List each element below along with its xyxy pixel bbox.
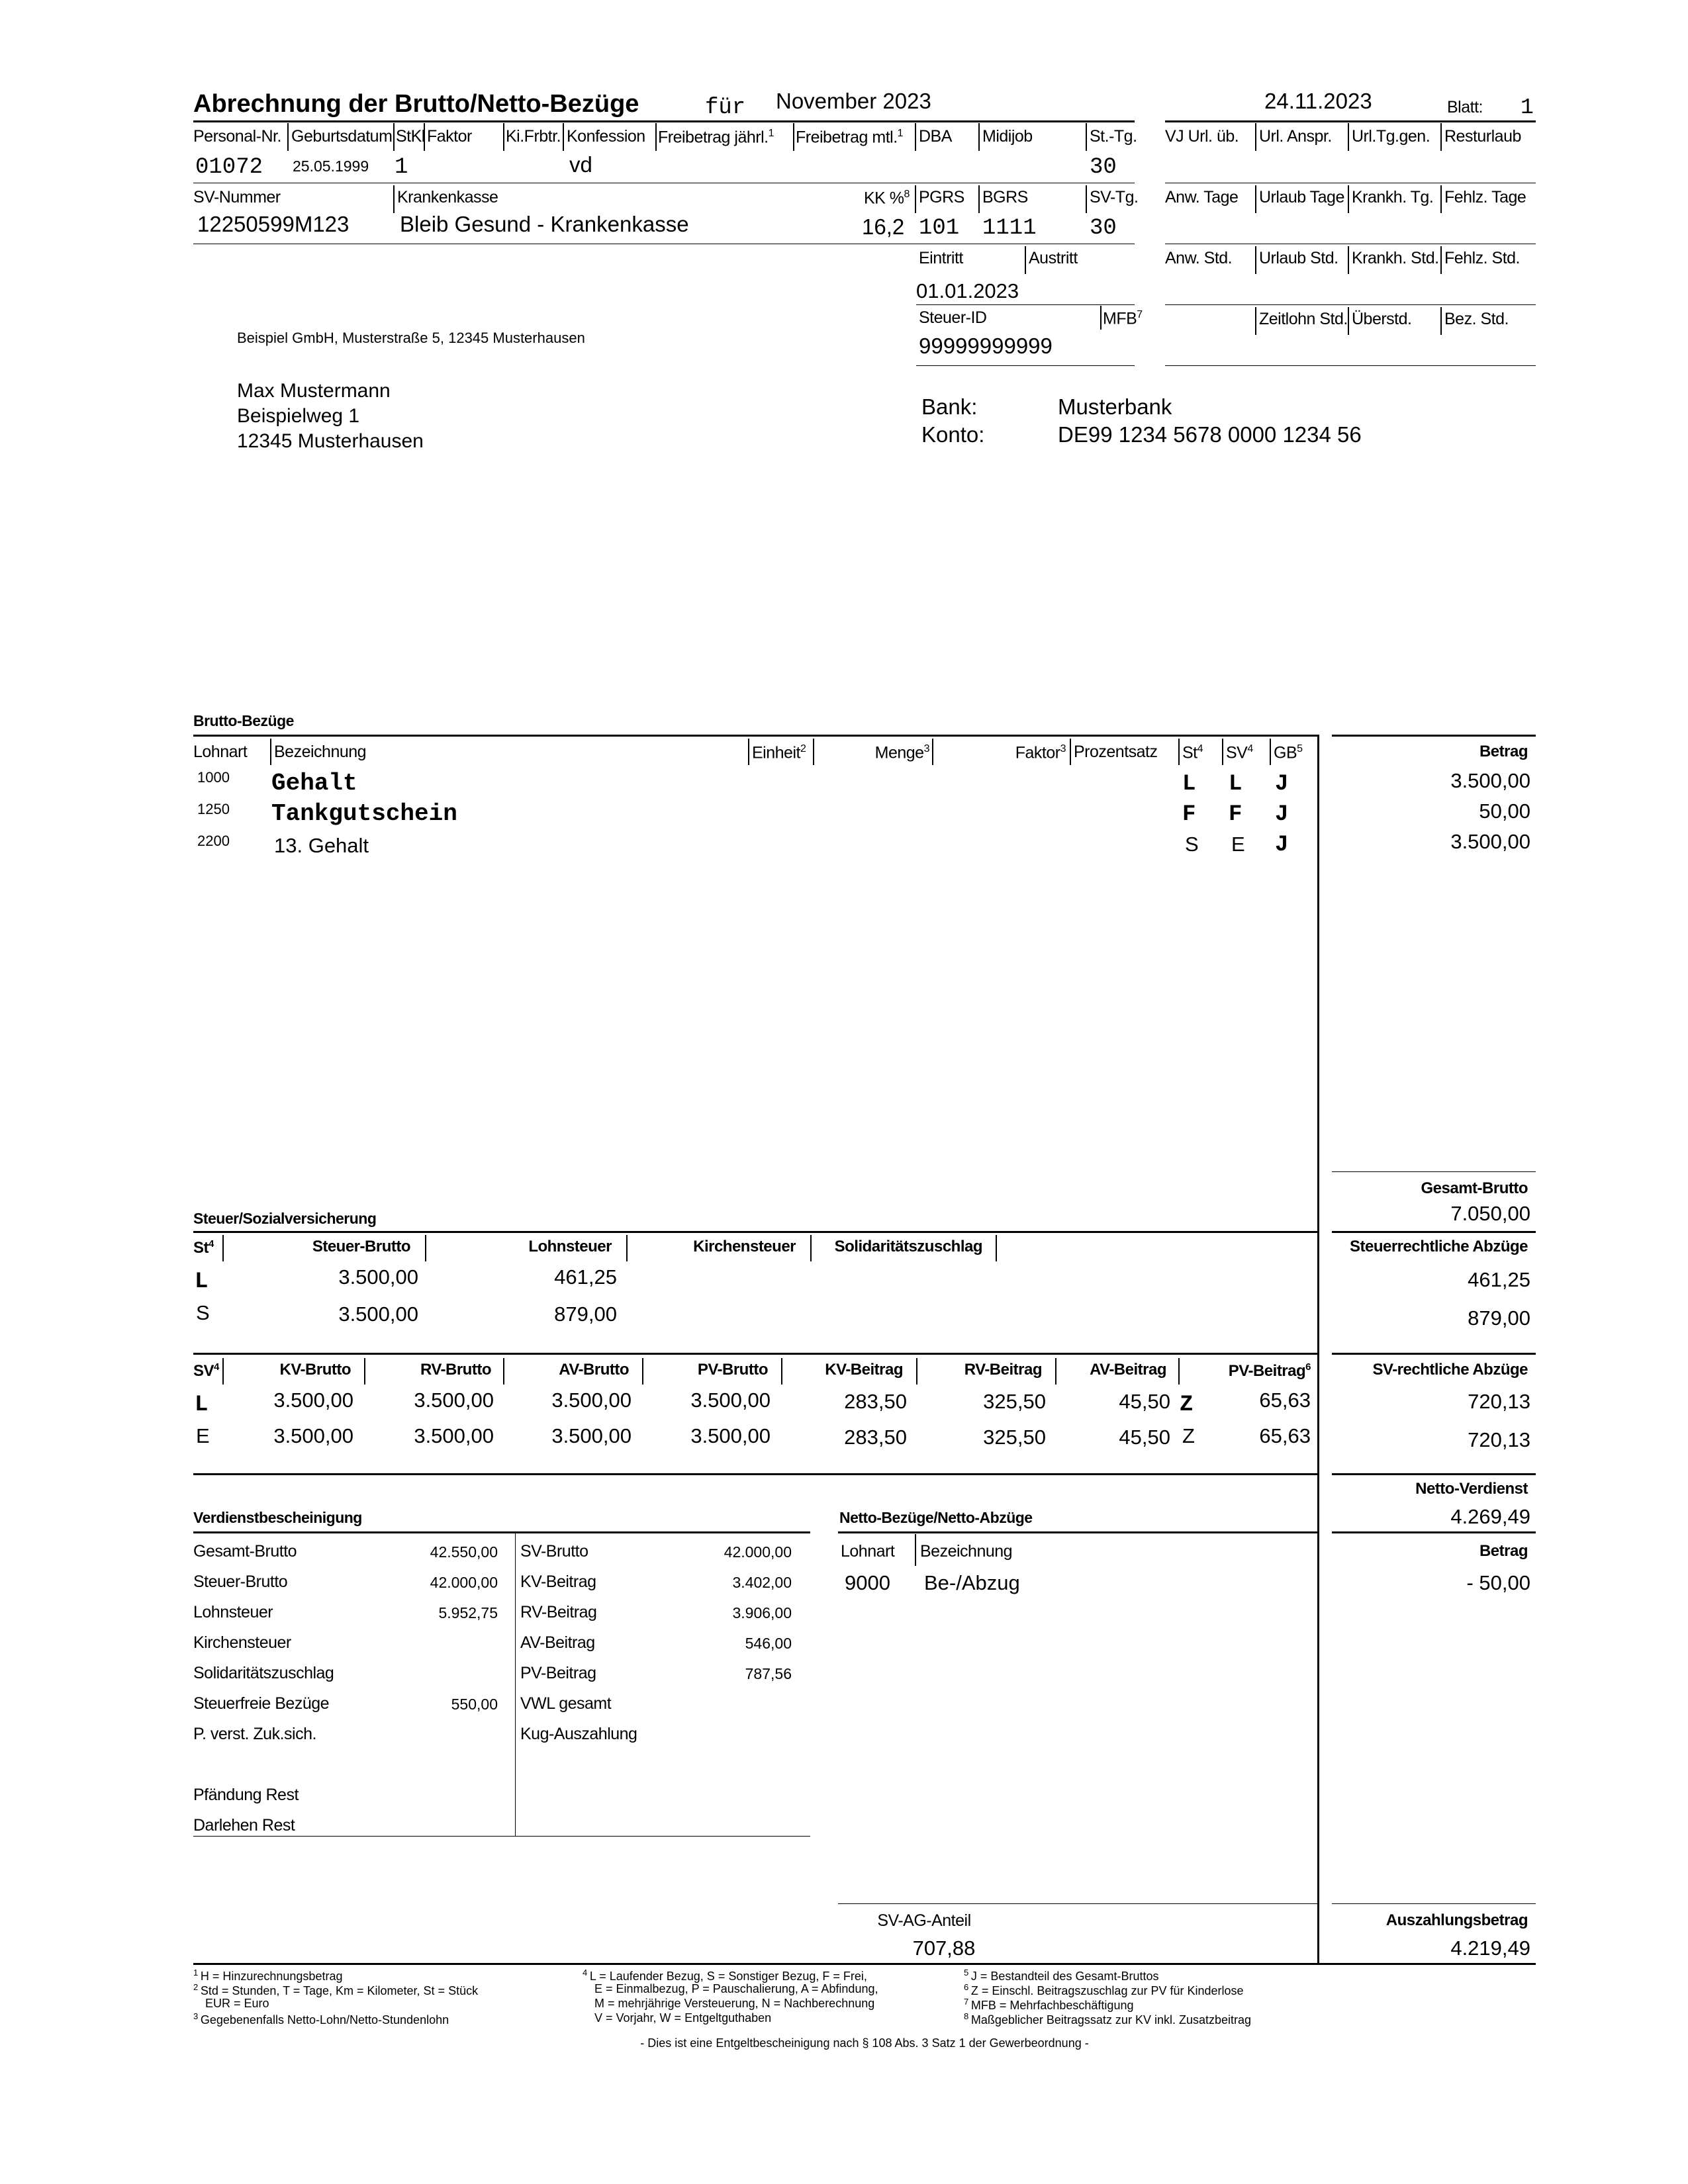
- sv-right-header: SV-rechtliche Abzüge: [1372, 1361, 1528, 1379]
- vb-value: 550,00: [451, 1696, 498, 1713]
- st-value: S: [1185, 833, 1199, 856]
- pv-brutto-value: 3.500,00: [690, 1424, 771, 1447]
- divider: [393, 185, 395, 213]
- header-prozentsatz: Prozentsatz: [1074, 743, 1158, 761]
- verdienst-bottom-rule: [193, 1836, 810, 1837]
- divider: [270, 739, 271, 765]
- vb-label: Solidaritätszuschlag: [193, 1664, 334, 1682]
- sv-header-rv-beitrag: RV-Beitrag: [964, 1361, 1042, 1379]
- divider: [1025, 246, 1026, 274]
- divider: [1440, 185, 1442, 213]
- divider: [978, 123, 980, 151]
- lohnsteuer-value: 879,00: [554, 1302, 617, 1326]
- divider: [1178, 739, 1180, 765]
- steuer-id-value: 99999999999: [919, 334, 1053, 358]
- footnote-8: $^8$ Maßgeblicher Beitragssatz zur KV inkl. Zusatzbeitrag: [964, 2011, 1252, 2026]
- netto-right-rule: [1332, 1531, 1536, 1533]
- steuer-header-soli: Solidaritätszuschlag: [834, 1238, 982, 1255]
- sv-header-pv-brutto: PV-Brutto: [697, 1361, 768, 1379]
- sv-nummer-value: 12250599M123: [197, 212, 350, 236]
- vb-label: Steuerfreie Bezüge: [193, 1694, 330, 1713]
- netto-betrag-value: - 50,00: [1466, 1571, 1530, 1594]
- divider: [1178, 1358, 1180, 1385]
- label-dba: DBA: [919, 127, 952, 146]
- footnote-5: $^5$ J = Bestandteil des Gesamt-Bruttos: [964, 1968, 1159, 1983]
- label-url-tg-gen: Url.Tg.gen.: [1352, 127, 1430, 146]
- vb-sv-value: 787,56: [745, 1665, 792, 1682]
- gesamt-rule: [1332, 1171, 1536, 1172]
- recipient-city: 12345 Musterhausen: [237, 430, 424, 452]
- section-netto-bezuege: Netto-Bezüge/Netto-Abzüge: [839, 1509, 1033, 1526]
- divider: [364, 1358, 365, 1385]
- divider: [222, 1358, 224, 1385]
- divider: [503, 123, 504, 151]
- vb-label: Lohnsteuer: [193, 1603, 273, 1621]
- bgrs-value: 1111: [982, 216, 1037, 241]
- label-personal-nr: Personal-Nr.: [193, 127, 281, 146]
- footnote-7: $^7$ MFB = Mehrfachbeschäftigung: [964, 1997, 1134, 2012]
- konfession-value: vd: [569, 152, 592, 177]
- sv-header-av-brutto: AV-Brutto: [559, 1361, 629, 1379]
- st-value: F: [1182, 802, 1196, 827]
- footnote-1: $^1$ H = Hinzurechnungsbetrag: [193, 1968, 343, 1983]
- stkl-value: 1: [395, 155, 408, 180]
- vb-label: Darlehen Rest: [193, 1816, 295, 1835]
- label-sv-nummer: SV-Nummer: [193, 188, 281, 206]
- st-tg-value: 30: [1090, 155, 1117, 180]
- sv-header-sv: $SV^4$: [193, 1361, 219, 1380]
- vb-sv-value: 42.000,00: [724, 1543, 792, 1561]
- header-rule-left: [193, 120, 1135, 122]
- footnote-4d: V = Vorjahr, W = Entgeltguthaben: [594, 2011, 772, 2025]
- label-birthdate: Geburtsdatum: [291, 127, 393, 146]
- steuer-abzug-value: 461,25: [1468, 1268, 1530, 1291]
- gesamt-brutto-value: 7.050,00: [1450, 1202, 1530, 1225]
- pv-brutto-value: 3.500,00: [690, 1388, 771, 1412]
- steuer-right-header: Steuerrechtliche Abzüge: [1349, 1238, 1528, 1255]
- label-urlaub-tage: Urlaub Tage: [1259, 188, 1344, 206]
- steuer-header-lohnsteuer: Lohnsteuer: [528, 1238, 612, 1255]
- steuer-header-st: St$^4$: [193, 1238, 214, 1257]
- betrag-top-rule: [1332, 735, 1536, 737]
- divider: [748, 739, 749, 765]
- divider: [1055, 1358, 1056, 1385]
- sv-code-value: L: [195, 1392, 209, 1418]
- sheet-number: 1: [1521, 95, 1534, 120]
- sv-ag-anteil-value: 707,88: [912, 1936, 976, 1960]
- label-eintritt: Eintritt: [919, 249, 963, 267]
- vb-sv-label: PV-Beitrag: [520, 1664, 596, 1682]
- divider: [1348, 307, 1349, 335]
- kv-brutto-value: 3.500,00: [273, 1388, 353, 1412]
- steuer-header-brutto: Steuer-Brutto: [312, 1238, 410, 1255]
- label-konfession: Konfession: [567, 127, 645, 146]
- steuer-st-value: S: [196, 1301, 210, 1324]
- betrag-value: 3.500,00: [1450, 830, 1530, 853]
- label-kinderfreibetrag: Ki.Frbtr.: [506, 127, 561, 146]
- period: November 2023: [776, 89, 931, 113]
- bank-label: Bank:: [921, 394, 978, 419]
- birthdate-value: 25.05.1999: [293, 158, 369, 175]
- steuer-right-rule: [1332, 1231, 1536, 1233]
- bank-value: Musterbank: [1058, 394, 1172, 419]
- sv-right-rule: [1332, 1353, 1536, 1355]
- steuer-brutto-value: 3.500,00: [338, 1265, 418, 1289]
- sv-header-rv-brutto: RV-Brutto: [420, 1361, 491, 1379]
- divider: [1255, 307, 1256, 335]
- vb-sv-label: RV-Beitrag: [520, 1603, 597, 1621]
- label-krankh-tg: Krankh. Tg.: [1352, 188, 1434, 206]
- krankenkasse-value: Bleib Gesund - Krankenkasse: [400, 212, 689, 236]
- av-brutto-value: 3.500,00: [551, 1388, 632, 1412]
- row-rule: [916, 304, 1135, 305]
- sv-header-kv-brutto: KV-Brutto: [279, 1361, 351, 1379]
- vb-sv-label: KV-Beitrag: [520, 1572, 596, 1591]
- vb-label: Pfändung Rest: [193, 1786, 299, 1804]
- pgrs-value: 101: [919, 216, 960, 241]
- label-resturlaub: Resturlaub: [1444, 127, 1521, 146]
- divider: [424, 123, 425, 151]
- divider: [781, 1358, 782, 1385]
- label-fehlz-std: Fehlz. Std.: [1444, 249, 1520, 267]
- pv-beitrag-value: 65,63: [1259, 1388, 1311, 1412]
- footnote-4: $^4$ L = Laufender Bezug, S = Sonstiger Bezug, F = Frei,: [583, 1968, 867, 1983]
- divider: [563, 123, 564, 151]
- steuer-abzug-value: 879,00: [1468, 1306, 1530, 1330]
- lohnart-value: 1000: [197, 769, 230, 786]
- divider: [1070, 739, 1071, 765]
- divider: [932, 739, 933, 765]
- sv-ag-anteil-label: SV-AG-Anteil: [877, 1911, 971, 1930]
- divider: [1255, 123, 1256, 151]
- rv-brutto-value: 3.500,00: [414, 1388, 494, 1412]
- steuer-header-kirchensteuer: Kirchensteuer: [693, 1238, 796, 1255]
- footnote-4b: E = Einmalbezug, P = Pauschalierung, A = Abfindung,: [594, 1982, 878, 1995]
- vb-value: 42.550,00: [430, 1543, 498, 1561]
- verdienst-rule: [193, 1531, 810, 1533]
- divider: [1086, 123, 1087, 151]
- footnote-6: $^6$ Z = Einschl. Beitragszuschlag zur PV für Kinderlose: [964, 1982, 1244, 1997]
- divider: [393, 123, 395, 151]
- vb-sv-label: VWL gesamt: [520, 1694, 612, 1713]
- header-menge: Menge$^3$: [874, 743, 929, 762]
- auszahlungsbetrag-value: 4.219,49: [1450, 1936, 1530, 1960]
- betrag-value: 3.500,00: [1450, 769, 1530, 792]
- divider: [915, 1534, 916, 1566]
- verdienst-divider: [515, 1533, 516, 1836]
- lohnart-value: 1250: [197, 801, 230, 817]
- divider: [1440, 246, 1442, 274]
- sv-code-value: E: [196, 1424, 210, 1447]
- bottom-rule: [193, 1963, 1536, 1965]
- row-rule: [1165, 365, 1536, 366]
- divider: [915, 185, 916, 213]
- gb-value: J: [1275, 772, 1289, 797]
- netto-verdienst-label: Netto-Verdienst: [1415, 1480, 1528, 1498]
- auszahlung-rule: [1332, 1903, 1536, 1904]
- divider: [916, 1358, 917, 1385]
- konto-value: DE99 1234 5678 0000 1234 56: [1058, 422, 1362, 447]
- divider: [813, 739, 814, 765]
- sheet-label: Blatt:: [1447, 98, 1483, 116]
- kv-beitrag-value: 283,50: [844, 1390, 907, 1413]
- row-rule: [916, 365, 1135, 366]
- label-urlaub-std: Urlaub Std.: [1259, 249, 1338, 267]
- divider: [915, 123, 916, 151]
- auszahlungsbetrag-label: Auszahlungsbetrag: [1385, 1911, 1528, 1929]
- netto-header-bezeichnung: Bezeichnung: [920, 1542, 1013, 1561]
- brutto-top-rule: [193, 735, 1319, 737]
- st-value: L: [1182, 772, 1196, 797]
- vb-sv-label: SV-Brutto: [520, 1542, 588, 1561]
- steuer-brutto-value: 3.500,00: [338, 1302, 418, 1326]
- sender-line: Beispiel GmbH, Musterstraße 5, 12345 Musterhausen: [237, 330, 585, 346]
- lohnart-value: 2200: [197, 833, 230, 849]
- kv-brutto-value: 3.500,00: [273, 1424, 353, 1447]
- divider: [1348, 123, 1349, 151]
- header-sv: $SV^4$: [1226, 743, 1253, 762]
- sv-header-pv-beitrag: PV-Beitrag$^6$: [1228, 1361, 1311, 1380]
- header-gb: $GB^5$: [1274, 743, 1303, 762]
- divider: [425, 1235, 426, 1261]
- rv-beitrag-value: 325,50: [983, 1426, 1046, 1449]
- divider: [503, 1358, 504, 1385]
- sv-abzug-value: 720,13: [1468, 1428, 1530, 1451]
- vb-sv-value: 3.402,00: [732, 1574, 792, 1591]
- label-vj-url: VJ Url. üb.: [1165, 127, 1239, 146]
- vb-label: Gesamt-Brutto: [193, 1542, 297, 1561]
- sv-value: F: [1229, 802, 1243, 827]
- sv-tg-value: 30: [1090, 216, 1117, 241]
- sv-top-rule: [193, 1353, 1319, 1355]
- av-beitrag-value: 45,50: [1119, 1426, 1170, 1449]
- recipient-name: Max Mustermann: [237, 380, 391, 402]
- main-right-border: [1317, 735, 1319, 1964]
- av-beitrag-value: 45,50: [1119, 1390, 1170, 1413]
- document-date: 24.11.2023: [1264, 89, 1372, 113]
- label-bgrs: BGRS: [982, 188, 1028, 206]
- vb-label: P. verst. Zuk.sich.: [193, 1725, 316, 1743]
- footnote-2: $^2$ Std = Stunden, T = Tage, Km = Kilometer, St = Stück: [193, 1982, 479, 1997]
- label-freibetrag-monatlich: Freibetrag mtl.$^1$: [796, 128, 904, 147]
- vb-label: Steuer-Brutto: [193, 1572, 288, 1591]
- av-brutto-value: 3.500,00: [551, 1424, 632, 1447]
- divider: [793, 123, 794, 151]
- kv-beitrag-value: 283,50: [844, 1426, 907, 1449]
- vb-value: 5.952,75: [438, 1604, 498, 1621]
- netto-rule: [838, 1531, 1319, 1533]
- netto-bezeichnung-value: Be-/Abzug: [924, 1571, 1020, 1594]
- label-mfb: MFB$^7$: [1103, 309, 1143, 328]
- legal-notice: - Dies ist eine Entgeltbescheinigung nach § 108 Abs. 3 Satz 1 der Gewerbeordnung -: [640, 2036, 1089, 2050]
- steuer-top-rule: [193, 1231, 1319, 1233]
- label-pgrs: PGRS: [919, 188, 964, 206]
- footnote-eur: EUR = Euro: [205, 1997, 269, 2010]
- divider: [1255, 185, 1256, 213]
- sv-value: E: [1231, 833, 1245, 856]
- vb-sv-label: Kug-Auszahlung: [520, 1725, 637, 1743]
- divider: [1348, 246, 1349, 274]
- footnote-3: $^3$ Gegebenenfalls Netto-Lohn/Netto-Stundenlohn: [193, 2011, 449, 2026]
- lower-top-rule: [193, 1473, 1319, 1475]
- header-betrag: Betrag: [1479, 743, 1528, 760]
- divider: [1440, 307, 1442, 335]
- vb-value: 42.000,00: [430, 1574, 498, 1591]
- netto-header-lohnart: Lohnart: [841, 1542, 895, 1561]
- label-freibetrag-jaehrlich: Freibetrag jährl.$^1$: [658, 128, 774, 147]
- kk-percent-value: 16,2: [862, 214, 905, 239]
- vb-label: Kirchensteuer: [193, 1633, 291, 1652]
- header-rule-right: [1165, 120, 1536, 122]
- bezeichnung-value: Tankgutschein: [271, 800, 457, 827]
- label-krankenkasse: Krankenkasse: [397, 188, 498, 206]
- label-url-anspr: Url. Anspr.: [1259, 127, 1332, 146]
- label-anw-tage: Anw. Tage: [1165, 188, 1239, 206]
- rv-beitrag-value: 325,50: [983, 1390, 1046, 1413]
- divider: [642, 1358, 643, 1385]
- sv-value: L: [1229, 772, 1243, 797]
- divider: [655, 123, 657, 151]
- steuer-st-value: L: [195, 1269, 209, 1295]
- vb-sv-value: 546,00: [745, 1635, 792, 1652]
- section-brutto-bezuege: Brutto-Bezüge: [193, 712, 294, 729]
- header-einheit: Einheit$^2$: [752, 743, 806, 762]
- label-bez-std: Bez. Std.: [1444, 310, 1509, 328]
- netto-lohnart-value: 9000: [845, 1571, 890, 1594]
- label-sv-tg: SV-Tg.: [1090, 188, 1139, 206]
- label-kk-percent: KK %$^8$: [864, 189, 910, 208]
- row-rule: [1165, 304, 1536, 305]
- sv-header-kv-beitrag: KV-Beitrag: [825, 1361, 903, 1379]
- header-faktor: Faktor$^3$: [1015, 743, 1066, 762]
- bezeichnung-value: 13. Gehalt: [274, 834, 369, 857]
- divider: [287, 123, 289, 151]
- sv-ag-rule: [838, 1903, 1319, 1904]
- label-austritt: Austritt: [1029, 249, 1078, 267]
- header-bezeichnung: Bezeichnung: [274, 743, 367, 761]
- label-ueberstd: Überstd.: [1352, 310, 1412, 328]
- footnote-4c: M = mehrjährige Versteuerung, N = Nachberechnung: [594, 1997, 875, 2010]
- for-label: für: [705, 95, 746, 120]
- pv-beitrag-value: 65,63: [1259, 1424, 1311, 1447]
- pv-flag-value: Z: [1182, 1424, 1195, 1447]
- label-zeitlohn-std: Zeitlohn Std.: [1259, 310, 1348, 328]
- label-steuer-id: Steuer-ID: [919, 308, 987, 327]
- konto-label: Konto:: [921, 422, 985, 447]
- divider: [1270, 739, 1271, 765]
- divider: [810, 1235, 812, 1261]
- bezeichnung-value: Gehalt: [271, 770, 357, 797]
- gesamt-brutto-label: Gesamt-Brutto: [1421, 1179, 1528, 1197]
- divider: [1222, 739, 1223, 765]
- divider: [222, 1235, 224, 1261]
- divider: [1348, 185, 1349, 213]
- personal-nr-value: 01072: [195, 155, 263, 180]
- rv-brutto-value: 3.500,00: [414, 1424, 494, 1447]
- document-title: Abrechnung der Brutto/Netto-Bezüge: [193, 90, 639, 118]
- pv-flag-value: Z: [1180, 1392, 1194, 1418]
- lower-right-rule: [1332, 1473, 1536, 1475]
- label-anw-std: Anw. Std.: [1165, 249, 1233, 267]
- divider: [626, 1235, 628, 1261]
- label-stkl: StKl: [396, 127, 425, 146]
- header-lohnart: Lohnart: [193, 743, 248, 761]
- label-fehlz-tage: Fehlz. Tage: [1444, 188, 1526, 206]
- divider: [1255, 246, 1256, 274]
- netto-header-betrag: Betrag: [1479, 1542, 1528, 1560]
- eintritt-value: 01.01.2023: [916, 279, 1019, 302]
- netto-verdienst-value: 4.269,49: [1450, 1505, 1530, 1528]
- label-midijob: Midijob: [982, 127, 1033, 146]
- vb-sv-label: AV-Beitrag: [520, 1633, 595, 1652]
- gb-value: J: [1275, 833, 1289, 858]
- section-steuer-sv: Steuer/Sozialversicherung: [193, 1210, 377, 1227]
- lohnsteuer-value: 461,25: [554, 1265, 617, 1289]
- gb-value: J: [1275, 802, 1289, 827]
- betrag-value: 50,00: [1479, 799, 1530, 823]
- section-verdienstbescheinigung: Verdienstbescheinigung: [193, 1509, 362, 1526]
- recipient-street: Beispielweg 1: [237, 405, 360, 427]
- label-faktor: Faktor: [427, 127, 472, 146]
- sv-abzug-value: 720,13: [1468, 1390, 1530, 1413]
- divider: [1100, 306, 1102, 330]
- vb-sv-value: 3.906,00: [732, 1604, 792, 1621]
- divider: [996, 1235, 997, 1261]
- header-st: St$^4$: [1182, 743, 1203, 762]
- divider: [1440, 123, 1442, 151]
- divider: [1086, 185, 1087, 213]
- sv-header-av-beitrag: AV-Beitrag: [1090, 1361, 1166, 1379]
- label-krankh-std: Krankh. Std.: [1352, 249, 1439, 267]
- divider: [978, 185, 980, 213]
- label-st-tg: St.-Tg.: [1090, 127, 1137, 146]
